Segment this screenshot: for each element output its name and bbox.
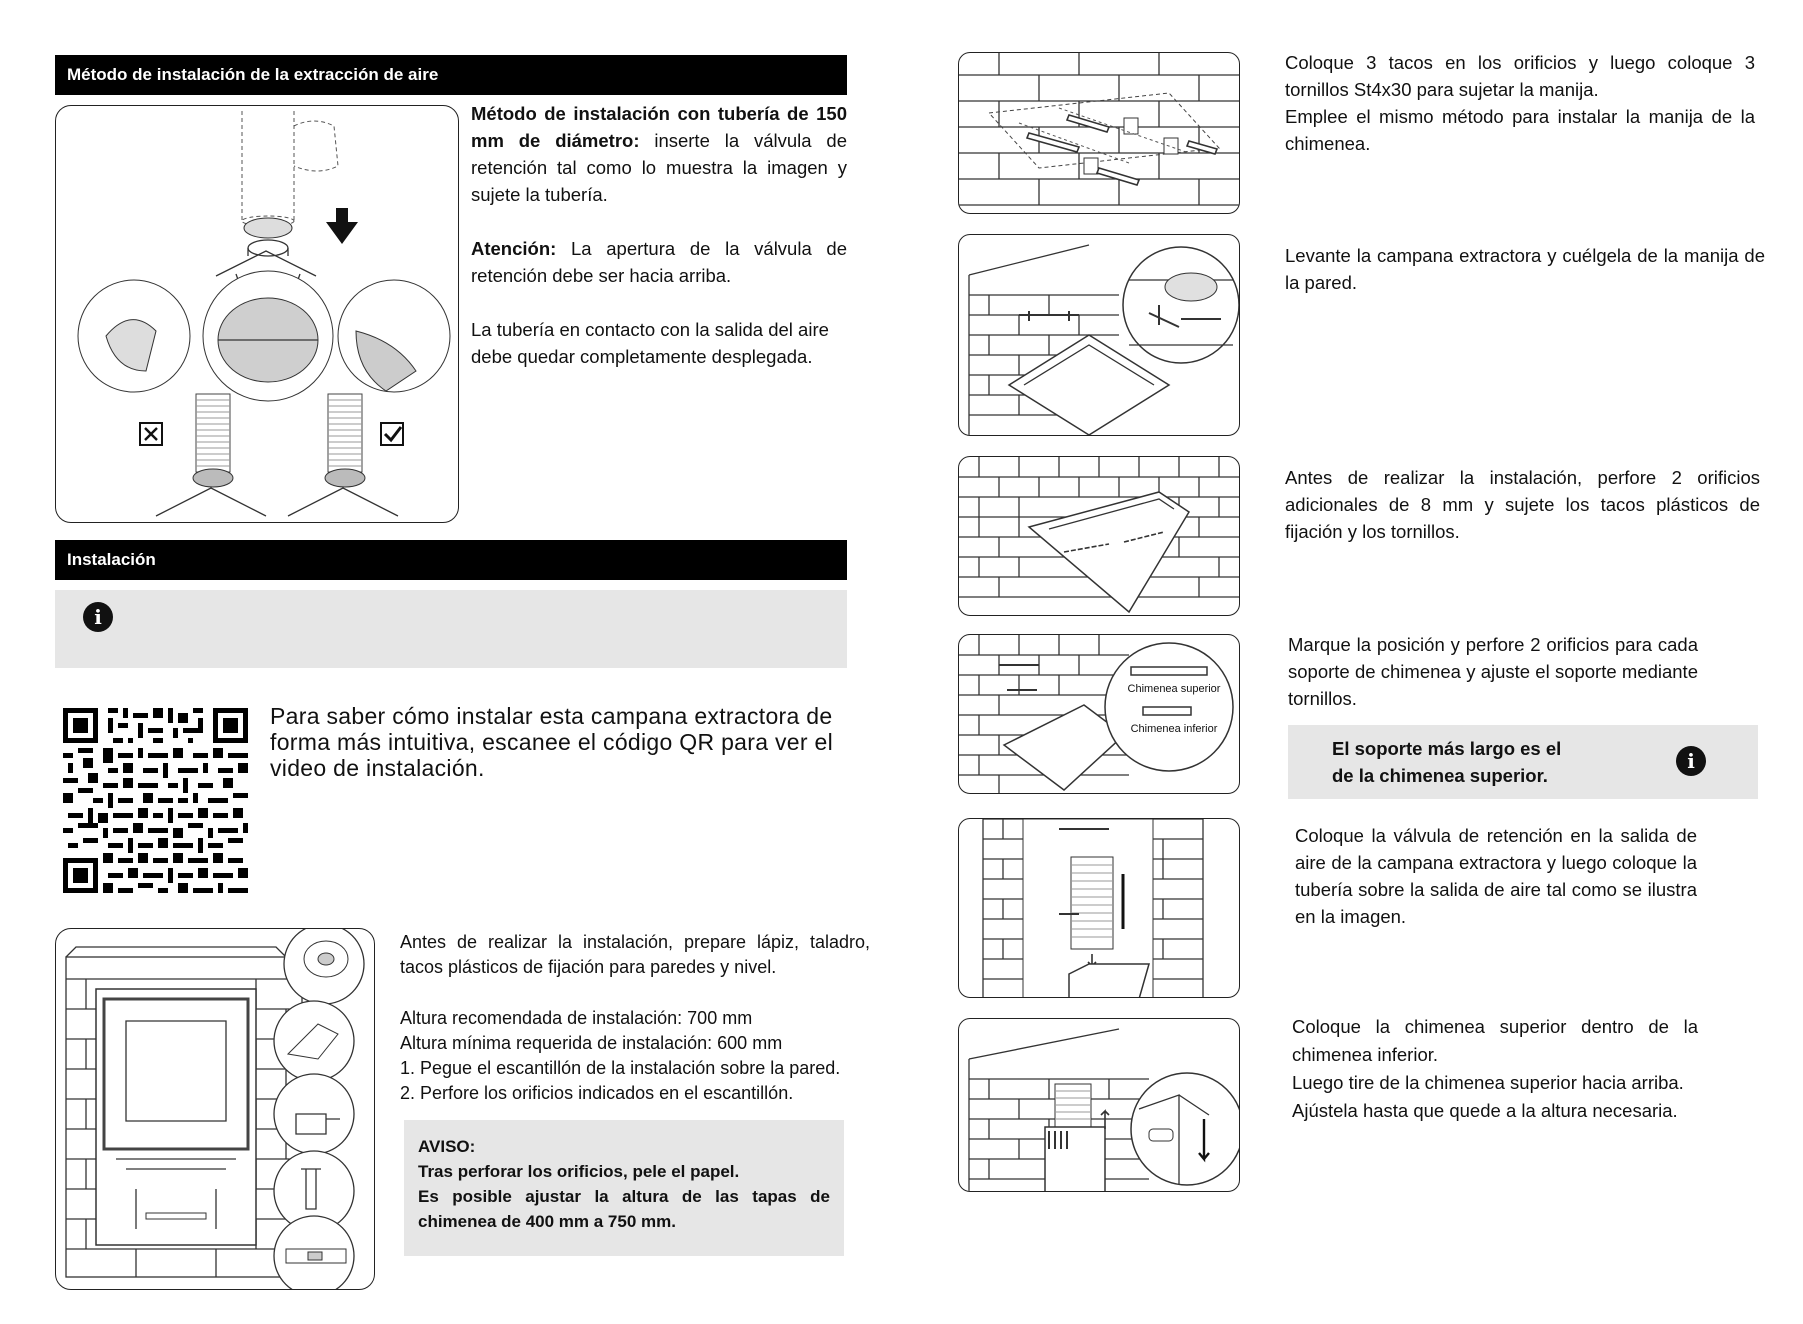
bracket-lower-label: Chimenea inferior [1130,723,1218,735]
bracket-note-box [1288,725,1758,799]
step-bracket: Marque la posición y perfore 2 orificios para cada soporte de chimenea y ajuste el soporte mediante tornillos. [1288,634,1698,709]
notice-title: AVISO: [418,1137,476,1156]
notice-box [404,1120,844,1256]
pipe-note: La tubería en contacto con la salida del aire debe quedar completamente desplegada. [471,319,829,367]
step-hang: Levante la campana extractora y cuélgela de la manija de la pared. [1285,245,1765,293]
pipe-installation-illustration [55,105,459,523]
section-header-air-extraction [55,55,847,95]
height-recommended: Altura recomendada de instalación: 700 mm [400,1008,753,1028]
screws-illustration [958,52,1240,214]
section-header-label: Método de instalación de la extracción de aire [67,65,439,84]
height-minimum: Altura mínima requerida de instalación: 600 mm [400,1033,783,1053]
step-screws-text [1285,49,1755,157]
qr-instruction-text: Para saber cómo instalar esta campana extractora de forma más intuitiva, escanee el código QR para ver el video de instalación. [270,703,834,781]
step-chimney-3: Ajústela hasta que quede a la altura necesaria. [1292,1100,1678,1121]
info-icon: i [83,602,113,632]
pipe-method-bold: Método de instalación con tubería de 150 mm de diámetro: [471,103,847,151]
bracket-illustration [958,634,1240,794]
section-header-label: Instalación [67,550,156,569]
info-banner [55,590,847,668]
section-header-installation [55,540,847,580]
template-tools-illustration [55,928,375,1290]
installation-steps [400,1006,870,1106]
preparation-text: Antes de realizar la instalación, prepare lápiz, taladro, tacos plásticos de fijación para paredes y nivel. [400,932,870,977]
attention-bold: Atención: [471,238,557,259]
bracket-note: El soporte más largo es el de la chimenea superior. [1332,738,1562,786]
step-valve: Coloque la válvula de retención en la salida de aire de la campana extractora y luego coloque la tubería sobre la salida de aire tal como se ilustra en la imagen. [1295,825,1697,927]
pipe-method-text [471,100,847,208]
attention-text [471,235,847,289]
step-chimney [1292,1013,1698,1125]
step-chimney-2: Luego tire de la chimenea superior hacia arriba. [1292,1072,1684,1093]
step-drill: Antes de realizar la instalación, perfore 2 orificios adicionales de 8 mm y sujete los tacos plásticos de fijación y los tornillos. [1285,467,1760,542]
step-1: 1. Pegue el escantillón de la instalación sobre la pared. [400,1058,841,1078]
notice-line-1: Tras perforar los orificios, pele el papel. [418,1162,740,1181]
notice-line-2: Es posible ajustar la altura de las tapas de chimenea de 400 mm a 750 mm. [418,1187,830,1231]
pipe-method-body: inserte la válvula de retención tal como lo muestra la imagen y sujete la tubería. [471,130,847,205]
bracket-upper-label: Chimenea superior [1127,683,1221,695]
chimney-illustration [958,1018,1240,1192]
step-2: 2. Perfore los orificios indicados en el escantillón. [400,1083,794,1103]
qr-code-image [63,708,248,893]
hang-hood-illustration [958,234,1240,436]
step-screws-2: Emplee el mismo método para instalar la manija de la chimenea. [1285,106,1755,154]
step-chimney-1: Coloque la chimenea superior dentro de la chimenea inferior. [1292,1016,1698,1065]
attention-body: La apertura de la válvula de retención debe ser hacia arriba. [471,238,847,286]
step-screws: Coloque 3 tacos en los orificios y luego coloque 3 tornillos St4x30 para sujetar la manija. [1285,52,1755,100]
extra-holes-illustration [958,456,1240,616]
info-icon: i [1676,746,1706,776]
valve-pipe-illustration [958,818,1240,998]
